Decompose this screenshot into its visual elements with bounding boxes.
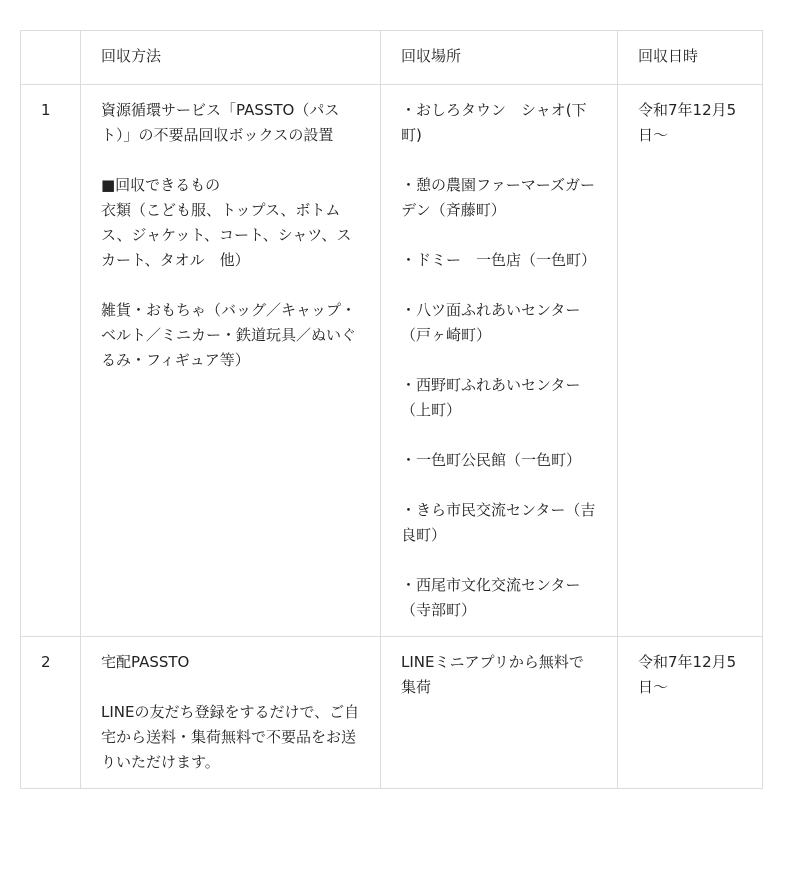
header-method: 回収方法 — [81, 31, 381, 85]
location-item: ・西尾市文化交流センター（寺部町） — [401, 576, 581, 619]
row-number: 1 — [21, 85, 81, 637]
method-cell — [81, 637, 381, 789]
location-item: ・西野町ふれあいセンター（上町） — [401, 376, 581, 419]
location-cell — [381, 85, 618, 637]
collection-table-container — [20, 30, 762, 789]
row-number: 2 — [21, 637, 81, 789]
table-row — [21, 637, 763, 789]
location-cell: LINEミニアプリから無料で集荷 — [381, 637, 618, 789]
table-row — [21, 85, 763, 637]
location-item: ・八ツ面ふれあいセンター（戸ヶ崎町） — [401, 301, 581, 344]
collection-table — [20, 30, 763, 789]
location-item: ・一色町公民館（一色町） — [401, 451, 582, 469]
date-cell: 令和7年12月5日～ — [618, 637, 763, 789]
table-header-row — [21, 31, 763, 85]
collectable-items-goods: 雑貨・おもちゃ（バッグ／キャップ・ベルト／ミニカー・鉄道玩具／ぬいぐるみ・フィギュア等） — [101, 301, 357, 369]
header-date: 回収日時 — [618, 31, 763, 85]
method-description: LINEの友だち登録をするだけで、ご自宅から送料・集荷無料で不要品をお送りいただけます。 — [101, 703, 360, 771]
method-title: 宅配PASSTO — [101, 653, 190, 671]
location-item: ・きら市民交流センター（吉良町） — [401, 501, 596, 544]
method-cell — [81, 85, 381, 637]
collectable-items-title: ■回収できるもの — [101, 176, 221, 194]
method-description: 資源循環サービス「PASSTO（パスト）」の不要品回収ボックスの設置 — [101, 101, 340, 144]
location-item: ・ドミー 一色店（一色町） — [401, 251, 597, 269]
location-item: ・憩の農園ファーマーズガーデン（斉藤町） — [401, 176, 595, 219]
date-cell: 令和7年12月5日～ — [618, 85, 763, 637]
header-location: 回収場所 — [381, 31, 618, 85]
location-item: ・おしろタウン シャオ(下町) — [401, 101, 587, 144]
collectable-items-clothing: 衣類（こども服、トップス、ボトムス、ジャケット、コート、シャツ、スカート、タオル 他） — [101, 201, 352, 269]
header-no — [21, 31, 81, 85]
